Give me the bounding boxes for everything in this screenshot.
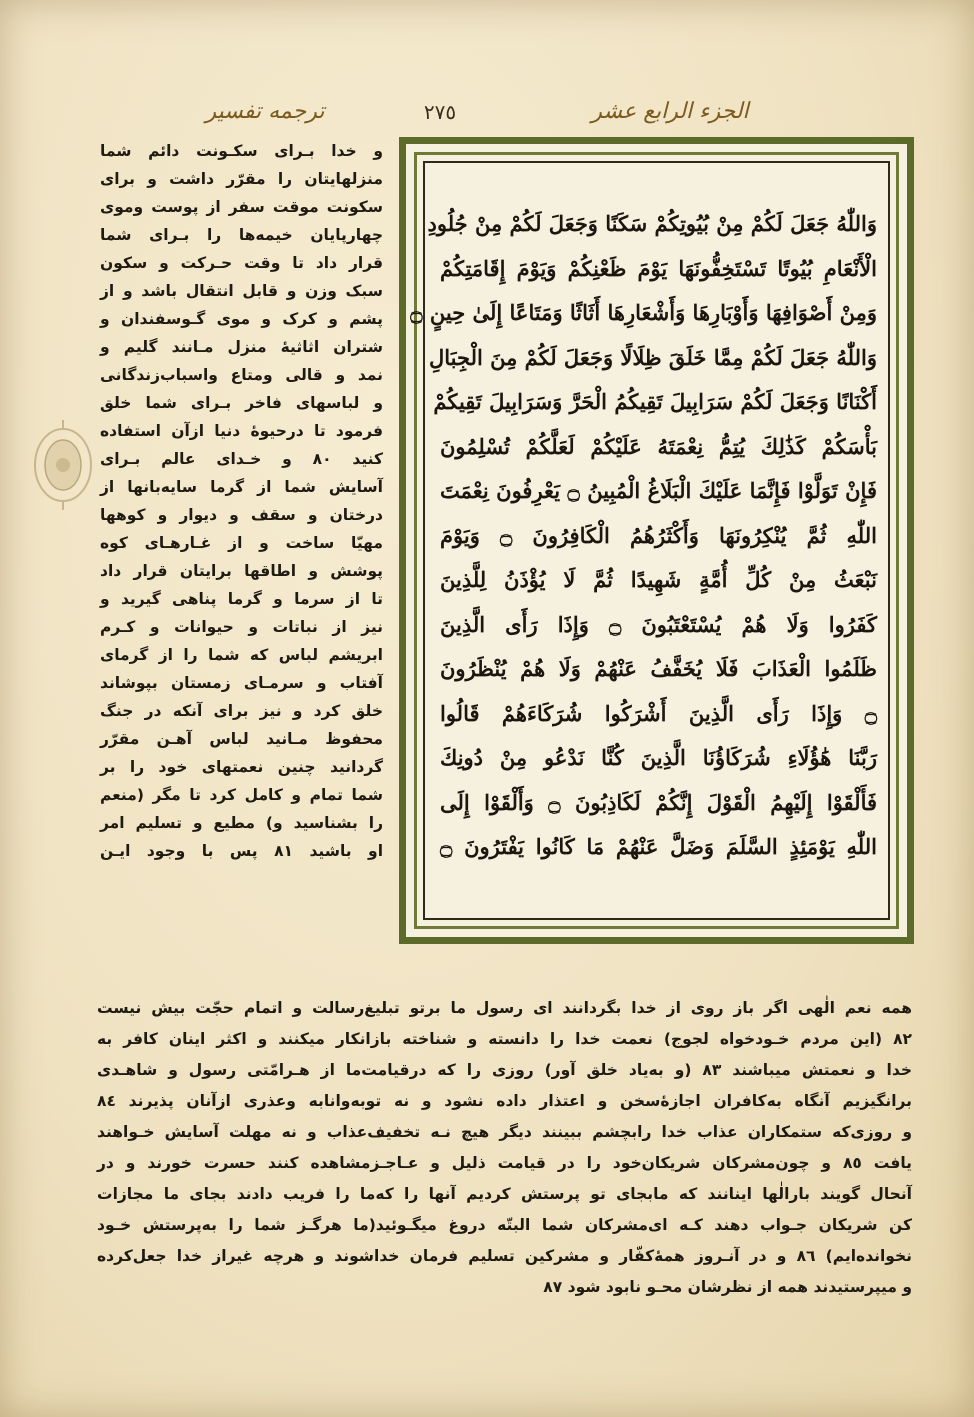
header-juz-title: الجزء الرابع عشر [591,99,749,124]
translation-line: آسایش شما از گرما سایه‌بانها از [100,478,383,496]
translation-line: گردانید چنین نعمتهای خود را بر [100,758,383,776]
translation-line: نمد و قالی ومتاع واسباب‌زندگانی [100,366,383,384]
translation-line: تا از سرما و گرما پناهی گیرید و [100,590,383,608]
translation-line: و لباسهای فاخر بـرای شما خلق [100,394,383,412]
translation-line: سکونت موقت سفر از پوست وموی [100,198,383,216]
translation-line: قرار داد تا وقت حـرکت و سکون [100,254,383,272]
arabic-line: اللّٰهِ ثُمَّ يُنْكِرُونَهَا وَأَكْثَرُهُمُ الْكَافِرُونَ ۝ وَيَوْمَ [440,522,877,548]
arabic-line: اللّٰهِ يَوْمَئِذٍ السَّلَمَ وَضَلَّ عَنْهُمْ مَا كَانُوا يَفْتَرُونَ ۝ [440,834,877,859]
arabic-line: أَكْنَانًا وَجَعَلَ لَكُمْ سَرَابِيلَ تَقِيكُمُ الْحَرَّ وَسَرَابِيلَ تَقِيكُمْ [433,389,877,414]
arabic-line: الْأَنْعَامِ بُيُوتًا تَسْتَخِفُّونَهَا يَوْمَ ظَعْنِكُمْ وَيَوْمَ إِقَامَتِكُمْ [440,255,877,281]
translation-line: و خدا بـرای سکـونت دائم شما [100,142,383,160]
translation-line: کن شریکان جـواب دهند کـه ای‌مشرکان شما البتّه دروغ میگـوئید(ما هرگـز شما را به‌پرستش خـود [97,1216,912,1234]
page-number: ٢٧٥ [423,100,457,124]
translation-line: خلق کرد و نیز برای آنکه در جنگ [100,702,383,720]
translation-line: ٨٢ (این مردم خـودخواه لجوج) نعمت خدا را دانسته و شناخته بازانکار میکنند و اکثر اینان کافر به [97,1030,912,1048]
arabic-line: وَمِنْ أَصْوَافِهَا وَأَوْبَارِهَا وَأَشْعَارِهَا أَثَاثًا وَمَتَاعًا إِلَىٰ حِينٍ ۝ [410,300,877,325]
translation-line: محفوظ مـانید لباس آهـن مقرّر [100,730,383,748]
header-book-title: ترجمه تفسیر [205,99,325,124]
persian-translation-bottom [97,993,912,1303]
translation-line: آفتاب و سرمـای زمستان بپوشاند [100,674,383,692]
arabic-line: فَأَلْقَوْا إِلَيْهِمُ الْقَوْلَ إِنَّكُمْ لَكَاذِبُونَ ۝ وَأَلْقَوْا إِلَى [440,789,878,815]
arabic-line: فَإِنْ تَوَلَّوْا فَإِنَّمَا عَلَيْكَ الْبَلَاغُ الْمُبِينُ ۝ يَعْرِفُونَ نِعْمَتَ [440,478,877,503]
translation-line: را بشناسید و) مطیع و تسلیم امر [100,814,383,832]
quran-text-frame [399,137,914,944]
translation-line: پوشش و اطاقها برایتان قرار داد [100,562,383,580]
arabic-line: كَفَرُوا وَلَا هُمْ يُسْتَعْتَبُونَ ۝ وَإِذَا رَأَى الَّذِينَ [440,611,877,637]
arabic-line: ۝ وَإِذَا رَأَى الَّذِينَ أَشْرَكُوا شُرَكَاءَهُمْ قَالُوا [440,700,877,726]
translation-line: درختان و سقف و دیوار و کوهها [100,506,383,524]
arabic-line: نَبْعَثُ مِنْ كُلِّ أُمَّةٍ شَهِيدًا ثُمَّ لَا يُؤْذَنُ لِلَّذِينَ [440,567,877,592]
arabic-line: وَاللّٰهُ جَعَلَ لَكُمْ مِمَّا خَلَقَ ظِلَالًا وَجَعَلَ لَكُمْ مِنَ الْجِبَالِ [429,344,877,370]
arabic-line: رَبَّنَا هَٰؤُلَاءِ شُرَكَاؤُنَا الَّذِينَ كُنَّا نَدْعُو مِنْ دُونِكَ [440,745,877,770]
persian-translation-column [100,137,383,865]
translation-line: منزلهایتان را مقرّر داشت و برای [100,170,383,188]
translation-line: همه نعم الٰهی اگر باز روی از خدا بگردانند ای رسول ما برتو تبلیغ‌رسالت و اتمام حجّت بیش نیست [97,999,912,1017]
arabic-line: ظَلَمُوا الْعَذَابَ فَلَا يُخَفَّفُ عَنْهُمْ وَلَا هُمْ يُنْظَرُونَ [440,656,877,681]
translation-line: فرمود تا درحیوهٔ دنیا ازآن استفاده [100,422,383,440]
margin-ornament-icon [28,420,98,510]
translation-line: یافت ٨٥ و چون‌مشرکان شریکان‌خود را در قیامت ذلیل و عـاجـزمشاهده کنند حسرت خورند و در [97,1154,913,1172]
translation-line: پشم و کرک و موی گـوسفندان و [100,310,383,328]
translation-line: خدا و نعمتش میباشند ٨٣ (و به‌یاد خلق آور) روزی را که درقیامت‌ما از هـرامّتی رسول و شاهـدی [97,1061,912,1079]
translation-line: آنحال گویند بارالٰها اینانند که مابجای تو پرستش کردیم آنها را که‌ما را فریب دادند بجای ما مجازات [97,1185,912,1203]
translation-line: برانگیزیم آنگاه به‌کافران اجازهٔ‌سخن و اعتذار داده نشود و نه توبه‌وانابه وعذری ازآنان پذیرند ٨٤ [97,1092,912,1110]
translation-line: شتران اثاثیهٔ منزل مـانند گلیم و [100,338,383,356]
arabic-verses [410,202,878,870]
translation-line: او باشید ٨١ پس با وجود ایـن [100,842,384,860]
translation-line: شما تمام و کامل کرد تا مگر (منعم [100,786,383,804]
translation-line: و میپرستیدند همه از نظرشان محـو نابود شود ٨٧ [543,1278,912,1296]
translation-line: کنید ٨٠ و خـدای عالم بـرای [100,450,383,468]
translation-line: چهارپایان خیمه‌ها را بـرای شما [100,226,383,244]
translation-line: سبک وزن و قابل انتقال باشد و از [100,282,383,300]
translation-line: نیز از نباتات و حیوانات و کـرم [100,618,383,636]
translation-line: ابریشم لباس که شما را از گرمای [100,646,383,664]
translation-line: نخوانده‌ایم) ٨٦ و در آنـروز همهٔ‌کفّار و مشرکین تسلیم فرمان خداشوند و هرچه غیراز خدا جعل‌کرده [97,1247,912,1265]
translation-line: مهیّا ساخت و از غـارهـای کوه [100,534,383,552]
arabic-line: وَاللّٰهُ جَعَلَ لَكُمْ مِنْ بُيُوتِكُمْ سَكَنًا وَجَعَلَ لَكُمْ مِنْ جُلُودِ [427,211,877,236]
arabic-line: بَأْسَكُمْ كَذَٰلِكَ يُتِمُّ نِعْمَتَهُ عَلَيْكُمْ لَعَلَّكُمْ تُسْلِمُونَ [440,433,877,459]
translation-line: و روزی‌که ستمکاران عذاب خدا رابچشم ببینند دیگر هیچ نـه تخفیف‌عذاب و نه مهلت آسایش خـواهند [97,1123,912,1141]
